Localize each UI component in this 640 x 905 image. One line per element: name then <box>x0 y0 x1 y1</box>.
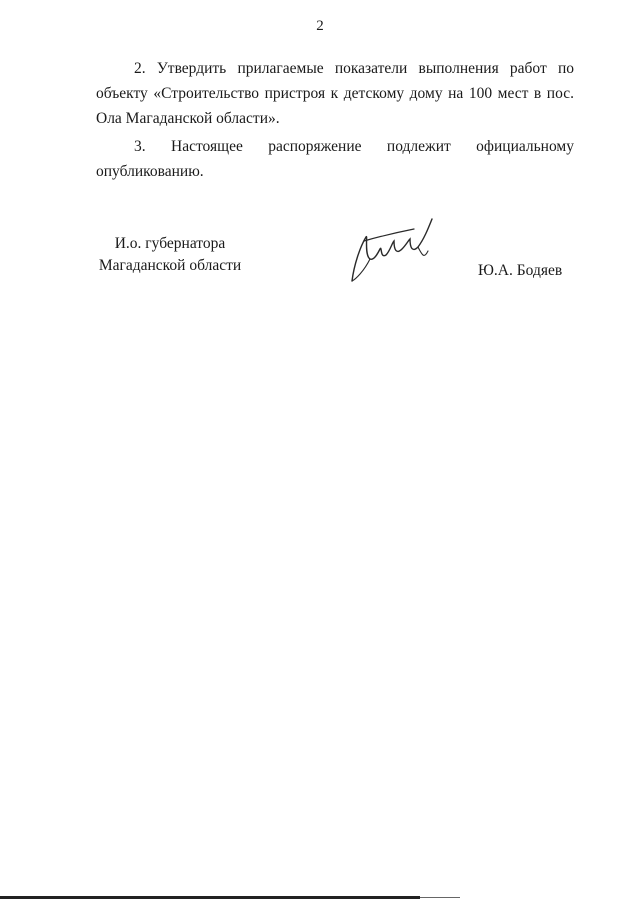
paragraph-3-line-2: опубликованию. <box>96 163 204 180</box>
bottom-scan-edge-thin <box>420 897 460 898</box>
signatory-title-line-1: И.о. губернатора <box>114 235 226 252</box>
handwritten-signature-icon <box>344 215 444 287</box>
bottom-scan-edge <box>0 896 420 899</box>
signatory-title <box>90 233 250 277</box>
paragraph-3-line-1: 3. Настоящее распоряжение подлежит официальному <box>134 138 574 155</box>
signatory-name: Ю.А. Бодяев <box>478 262 563 279</box>
paragraph-2-text: 2. Утвердить прилагаемые показатели выполнения работ по объекту «Строительство пристроя к детскому дому на 100 мест в пос. Ола Магаданской области». <box>96 60 574 127</box>
paragraph-2 <box>96 56 574 131</box>
signatory-title-line-2: Магаданской области <box>98 257 242 274</box>
paragraph-3 <box>96 134 574 184</box>
page-number: 2 <box>316 18 324 34</box>
